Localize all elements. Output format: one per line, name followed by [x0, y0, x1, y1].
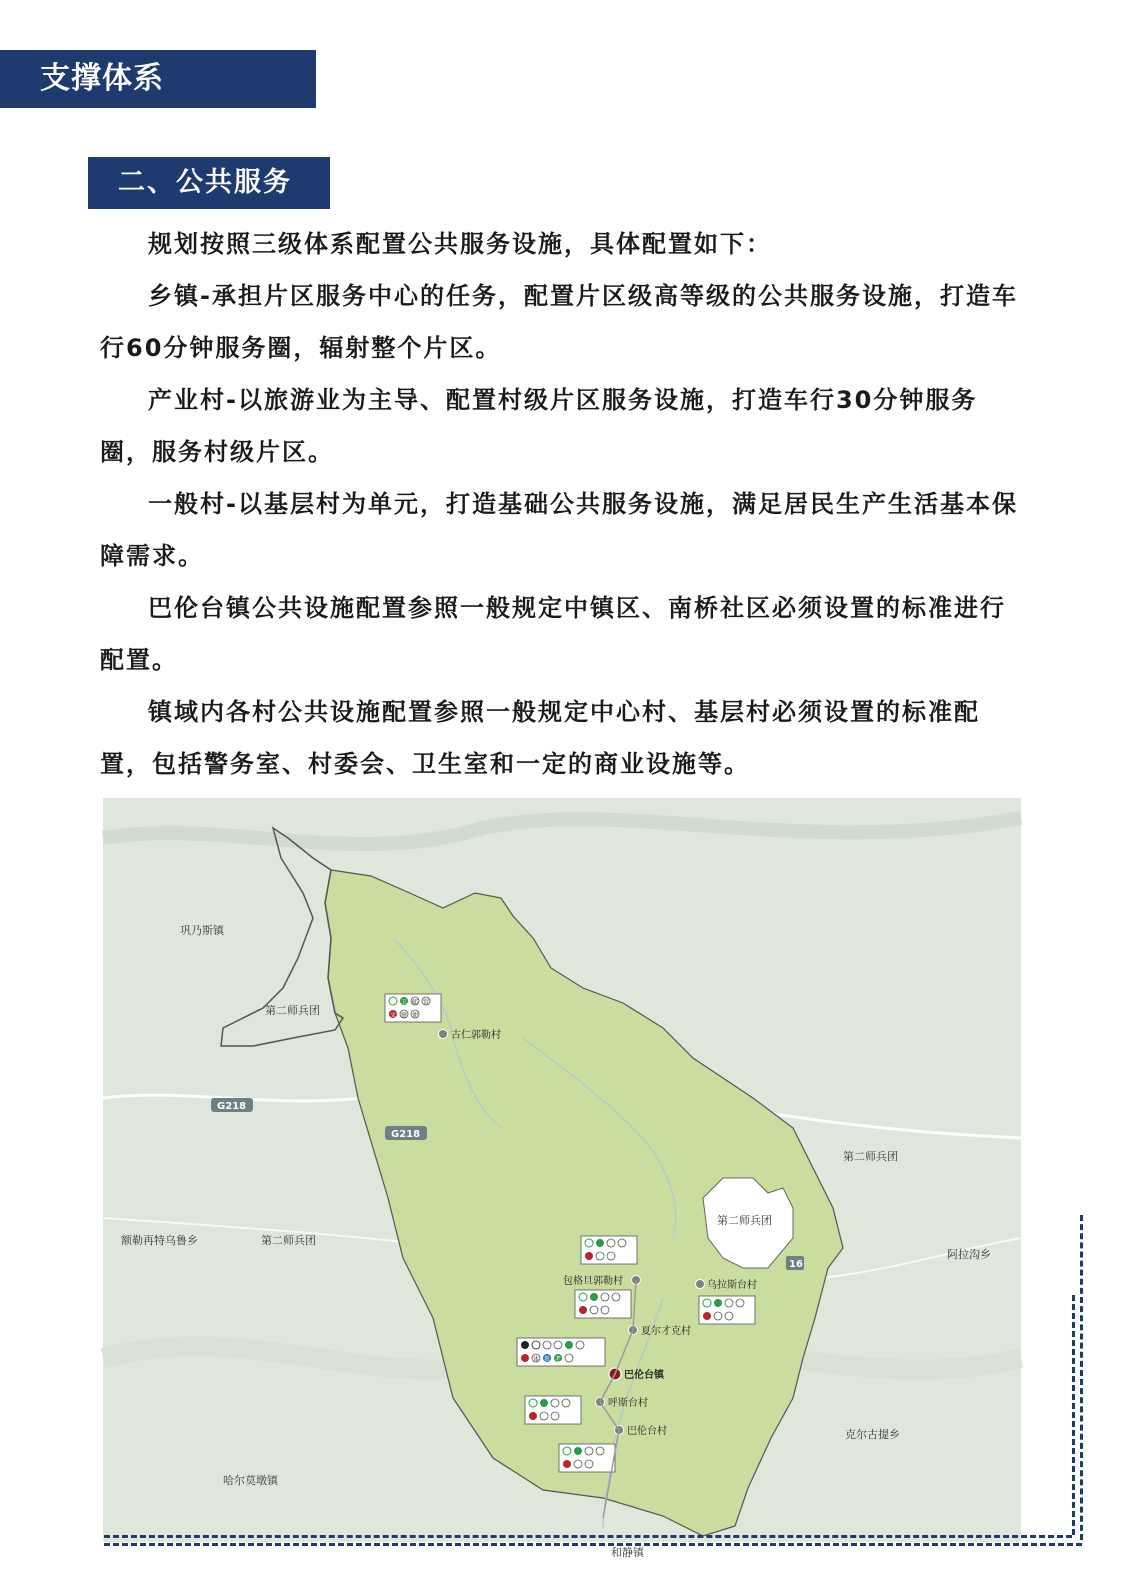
decorative-frame-bottom-inner [104, 1535, 1072, 1538]
label-bingtuan-ne: 第二师兵团 [843, 1150, 898, 1163]
village-label-xiaercaike: 夏尔才克村 [641, 1326, 691, 1337]
public-service-map [103, 798, 1021, 1559]
decorative-frame-bottom-outer [104, 1543, 1082, 1546]
glyph-elder: 老 [555, 1356, 562, 1363]
label-keergu: 克尔古提乡 [845, 1428, 900, 1441]
label-haermo: 哈尔莫墩镇 [223, 1474, 278, 1487]
label-bingtuan-enclave: 第二师兵团 [717, 1214, 772, 1227]
paragraph-village-standard: 镇域内各村公共设施配置参照一般规定中心村、基层村必须设置的标准配置，包括警务室、村委会、卫生室和一定的商业设施等。 [100, 698, 980, 778]
facility-legend-gurenguole [385, 994, 441, 1022]
paragraph-balun-standard: 巴伦台镇公共设施配置参照一般规定中镇区、南桥社区必须设置的标准进行配置。 [100, 594, 1006, 674]
road-label-edge: 16 [789, 1259, 803, 1270]
paragraph-intro: 规划按照三级体系配置公共服务设施，具体配置如下： [148, 230, 772, 258]
village-label-baogedan: 包格旦郭勒村 [563, 1276, 623, 1287]
paragraph-industry-village: 产业村-以旅游业为主导、配置村级片区服务设施，打造车行30分钟服务圈，服务村级片区。 [100, 386, 978, 466]
body-text [100, 218, 1025, 790]
glyph-fitness: 健 [401, 1012, 408, 1019]
glyph-health: 卫 [401, 999, 408, 1006]
label-bingtuan-w: 第二师兵团 [261, 1234, 316, 1247]
label-hejing: 和静镇 [611, 1546, 644, 1559]
label-alagou: 阿拉沟乡 [947, 1248, 991, 1261]
glyph-welfare: 便 [412, 1012, 419, 1019]
glyph-trade: 贸 [423, 999, 430, 1006]
label-elehe: 额勒再特乌鲁乡 [121, 1234, 198, 1247]
glyph-sport: 体 [533, 1356, 540, 1363]
label-bingtuan-nw: 第二师兵团 [265, 1004, 320, 1017]
road-label-g218-a: G218 [217, 1101, 247, 1112]
decorative-frame-right-outer [1080, 1215, 1083, 1540]
glyph-education: 教 [544, 1356, 551, 1363]
town-label-balun: 巴伦台镇 [624, 1370, 664, 1381]
paragraph-town: 乡镇-承担片区服务中心的任务，配置片区级高等级的公共服务设施，打造车行60分钟服务圈，辐射整个片区。 [100, 282, 1018, 362]
village-label-wulasitai: 乌拉斯台村 [707, 1280, 757, 1291]
section-banner: 支撑体系 [0, 50, 316, 108]
paragraph-general-village: 一般村-以基层村为单元，打造基础公共服务设施，满足居民生产生活基本保障需求。 [100, 490, 1018, 570]
map-svg [103, 798, 1021, 1559]
decorative-frame-right-inner [1072, 1295, 1075, 1535]
village-label-balun: 巴伦台村 [627, 1426, 667, 1437]
glyph-post: 邮 [412, 999, 419, 1006]
village-label-gurenguole: 古仁郭勒村 [451, 1030, 501, 1041]
glyph-culture: 文 [390, 1012, 397, 1019]
village-label-huositai: 呼斯台村 [608, 1398, 648, 1409]
label-gongnaisi: 巩乃斯镇 [180, 924, 224, 937]
subsection-heading: 二、公共服务 [88, 157, 330, 209]
village-wulasitai [696, 1278, 758, 1324]
road-label-g218-b: G218 [391, 1129, 421, 1140]
